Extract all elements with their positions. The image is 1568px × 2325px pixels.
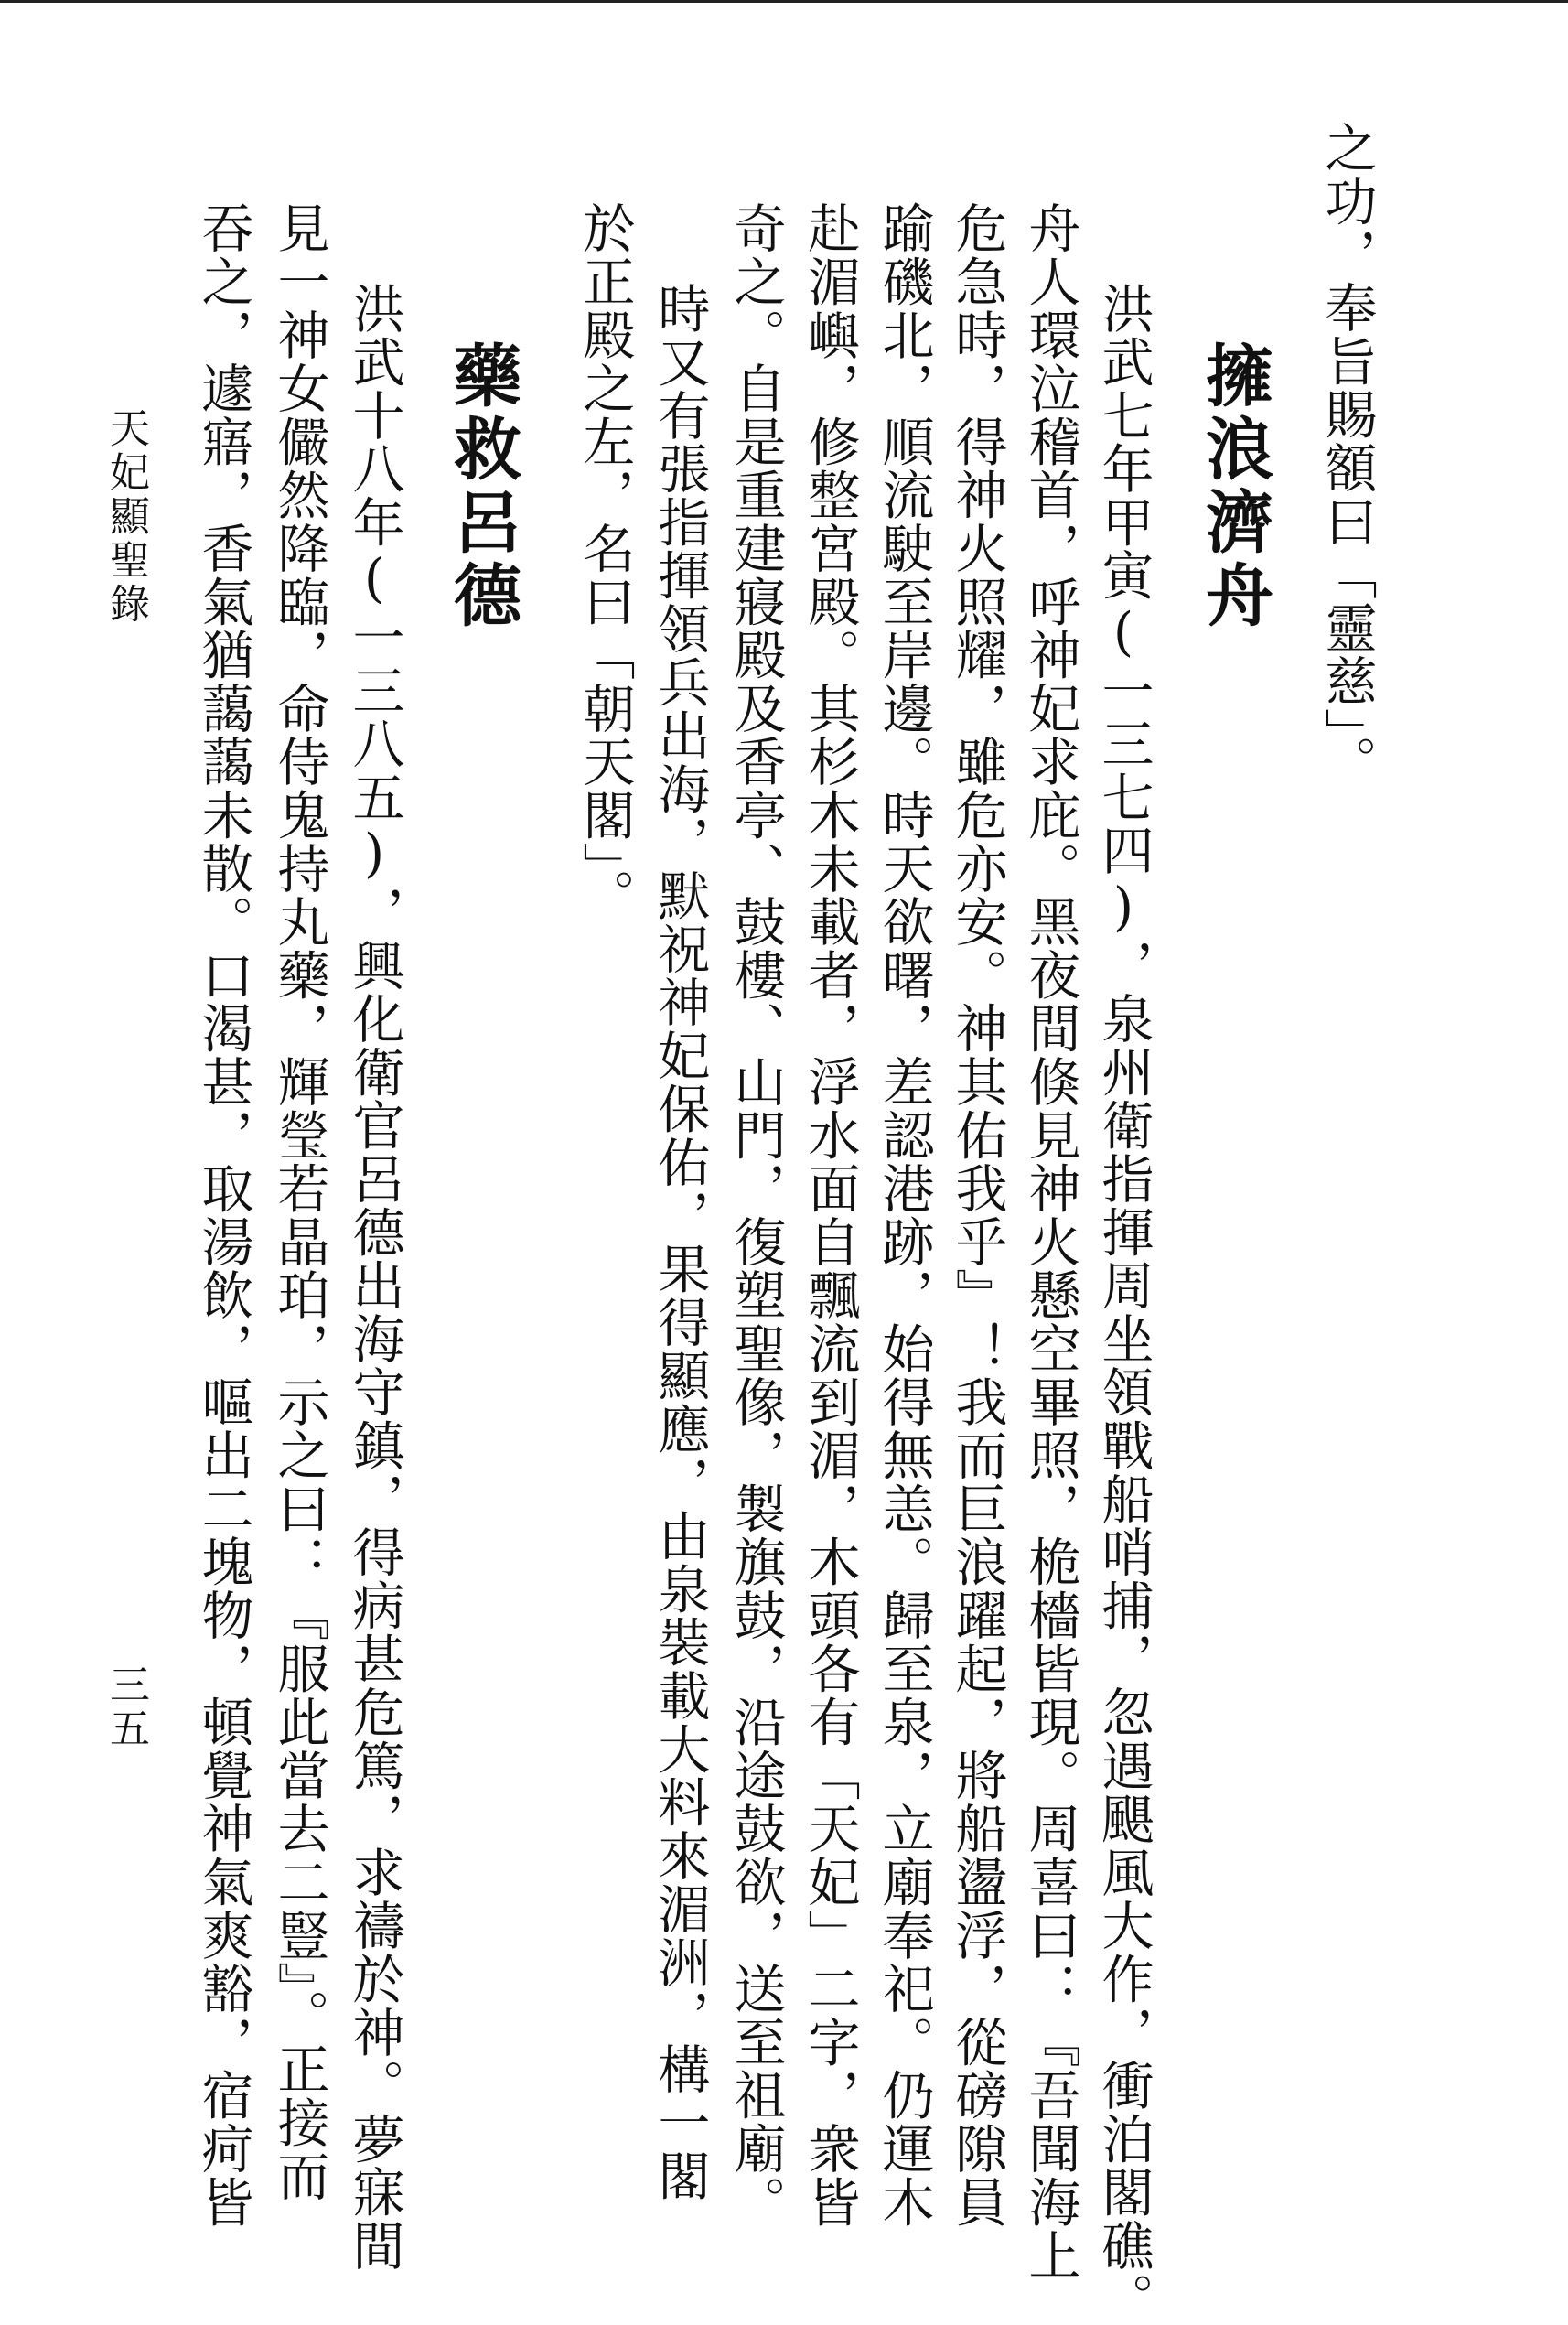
text-column: 之功，奉旨賜額曰「靈慈」。 bbox=[1316, 121, 1377, 789]
text-column: 時又有張指揮領兵出海，默祝神妃保佑，果得顯應，由泉裝載大料來湄洲，構一閣 bbox=[650, 282, 710, 2202]
text-column: 洪武七年甲寅(一三七四)，泉州衛指揮周坐領戰船哨捕，忽遇颶風大作，衝泊閣礁。 bbox=[1093, 282, 1154, 2325]
page-number: 三五 bbox=[102, 1663, 149, 1751]
text-column: 危急時，得神火照耀，雖危亦安。神其佑我乎』！我而巨浪躍起，將船盪浮，從磅隙員 bbox=[947, 201, 1007, 2229]
text-column: 於正殿之左，名曰「朝天閣」。 bbox=[575, 201, 635, 922]
text-column: 吞之，遽寤，香氣猶藹藹未散。口渴甚，取湯飲，嘔出二塊物，頓覺神氣爽豁，宿疴皆 bbox=[193, 201, 253, 2229]
running-title: 天妃顯聖錄 bbox=[102, 407, 149, 627]
section-heading: 擁浪濟舟 bbox=[1195, 340, 1273, 633]
text-column: 見一神女儼然降臨，命侍鬼持丸藥，輝瑩若晶珀，示之曰：『服此當去二豎』。正接而 bbox=[269, 201, 329, 2202]
text-column: 舟人環泣稽首，呼神妃求庇。黑夜間倏見神火懸空畢照，桅檣皆現。周喜曰：『吾聞海上 bbox=[1020, 201, 1080, 2282]
text-column: 踰磯北，順流駛至岸邊。時天欲曙，差認港跡，始得無恙。歸至泉，立廟奉祀。仍運木 bbox=[874, 201, 934, 2229]
text-column: 奇之。自是重建寢殿及香亭、鼓樓、山門，復塑聖像，製旗鼓，沿途鼓欲，送至祖廟。 bbox=[725, 201, 786, 2229]
text-column: 洪武十八年(一三八五)，興化衛官呂德出海守鎮，得病甚危篤，求禱於神。夢寐間 bbox=[344, 282, 404, 2273]
text-column: 赴湄嶼，修整宮殿。其杉木未載者，浮水面自飄流到湄，木頭各有「天妃」二字，衆皆 bbox=[800, 201, 860, 2229]
section-heading: 藥救呂德 bbox=[443, 340, 521, 633]
top-border-rule bbox=[0, 0, 1568, 3]
